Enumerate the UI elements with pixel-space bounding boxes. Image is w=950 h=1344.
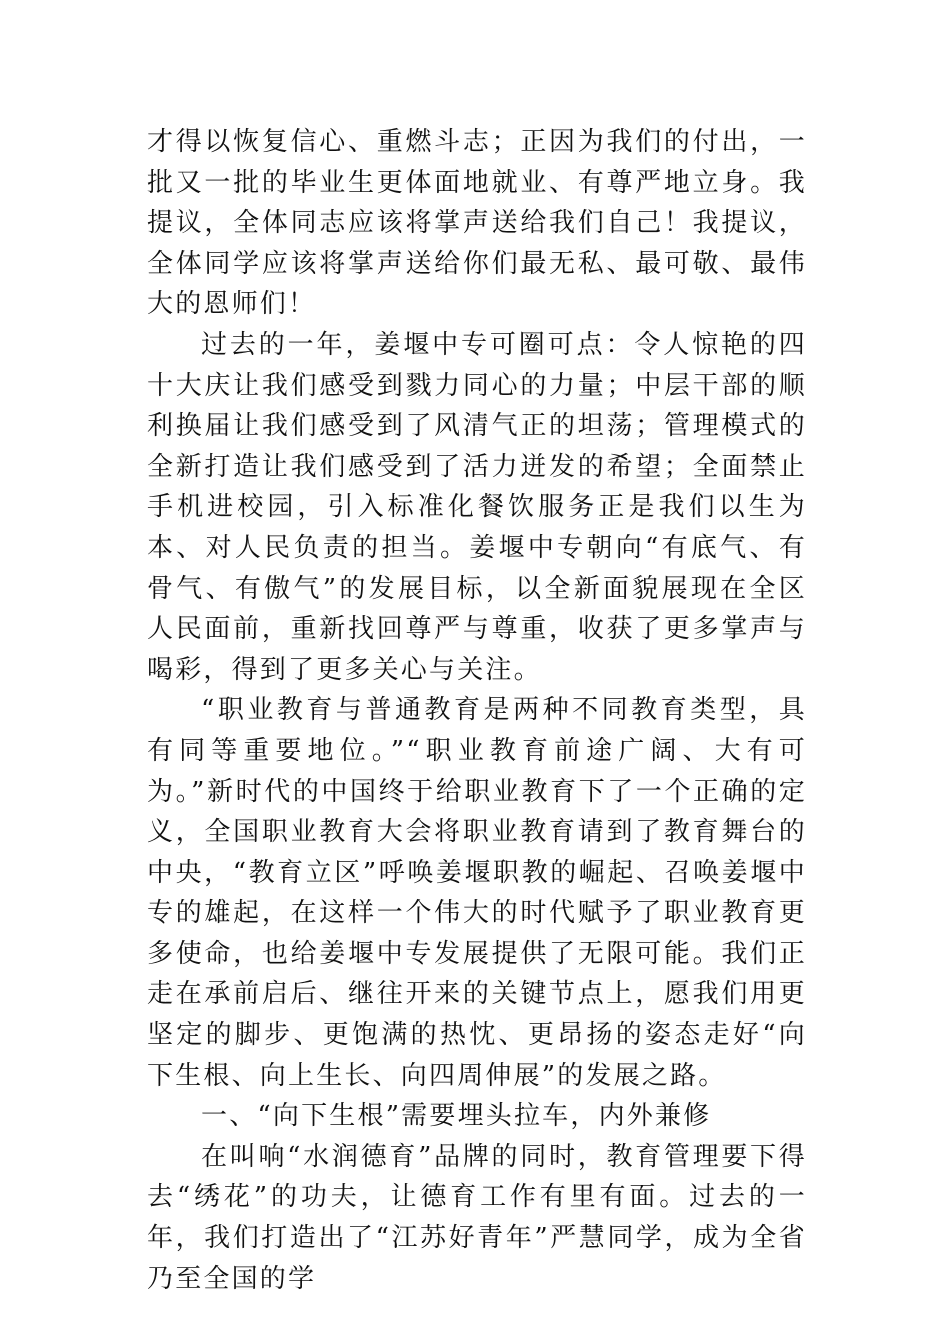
paragraph-vocational-education: “职业教育与普通教育是两种不同教育类型，具有同等重要地位。”“职业教育前途广阔、大有可为。”新时代的中国终于给职业教育下了一个正确的定义，全国职业教育大会将职业教育请到了教育舞台的中央，“教育立区”呼唤姜堰职教的崛起、召唤姜堰中专的雄起，在这样一个伟大的时代赋予了职业教育更多使命，也给姜堰中专发展提供了无限可能。我们正走在承前启后、继往开来的关键节点上，愿我们用更坚定的脚步、更饱满的热忱、更昂扬的姿态走好“向下生根、向上生长、向四周伸展”的发展之路。 [147,695,807,1091]
section-heading: 一、“向下生根”需要埋头拉车，内外兼修 [201,1101,712,1132]
paragraph-past-year: 过去的一年，姜堰中专可圈可点：令人惊艳的四十大庆让我们感受到戮力同心的力量；中层干部的顺利换届让我们感受到了风清气正的坦荡；管理模式的全新打造让我们感受到了活力迸发的希望；全面禁止手机进校园，引入标准化餐饮服务正是我们以生为本、对人民负责的担当。姜堰中专朝向“有底气、有骨气、有傲气”的发展目标，以全新面貌展现在全区人民面前，重新找回尊严与尊重，收获了更多掌声与喝彩，得到了更多关心与关注。 [147,329,807,685]
paragraph-continued: 才得以恢复信心、重燃斗志；正因为我们的付出，一批又一批的毕业生更体面地就业、有尊严地立身。我提议，全体同志应该将掌声送给我们自己！我提议，全体同学应该将掌声送给你们最无私、最可敬、最伟大的恩师们！ [147,127,807,320]
document-body [147,122,807,1299]
paragraph-moral-education: 在叫响“水润德育”品牌的同时，教育管理要下得去“绣花”的功夫，让德育工作有里有面。过去的一年，我们打造出了“江苏好青年”严慧同学，成为全省乃至全国的学 [147,1141,807,1294]
